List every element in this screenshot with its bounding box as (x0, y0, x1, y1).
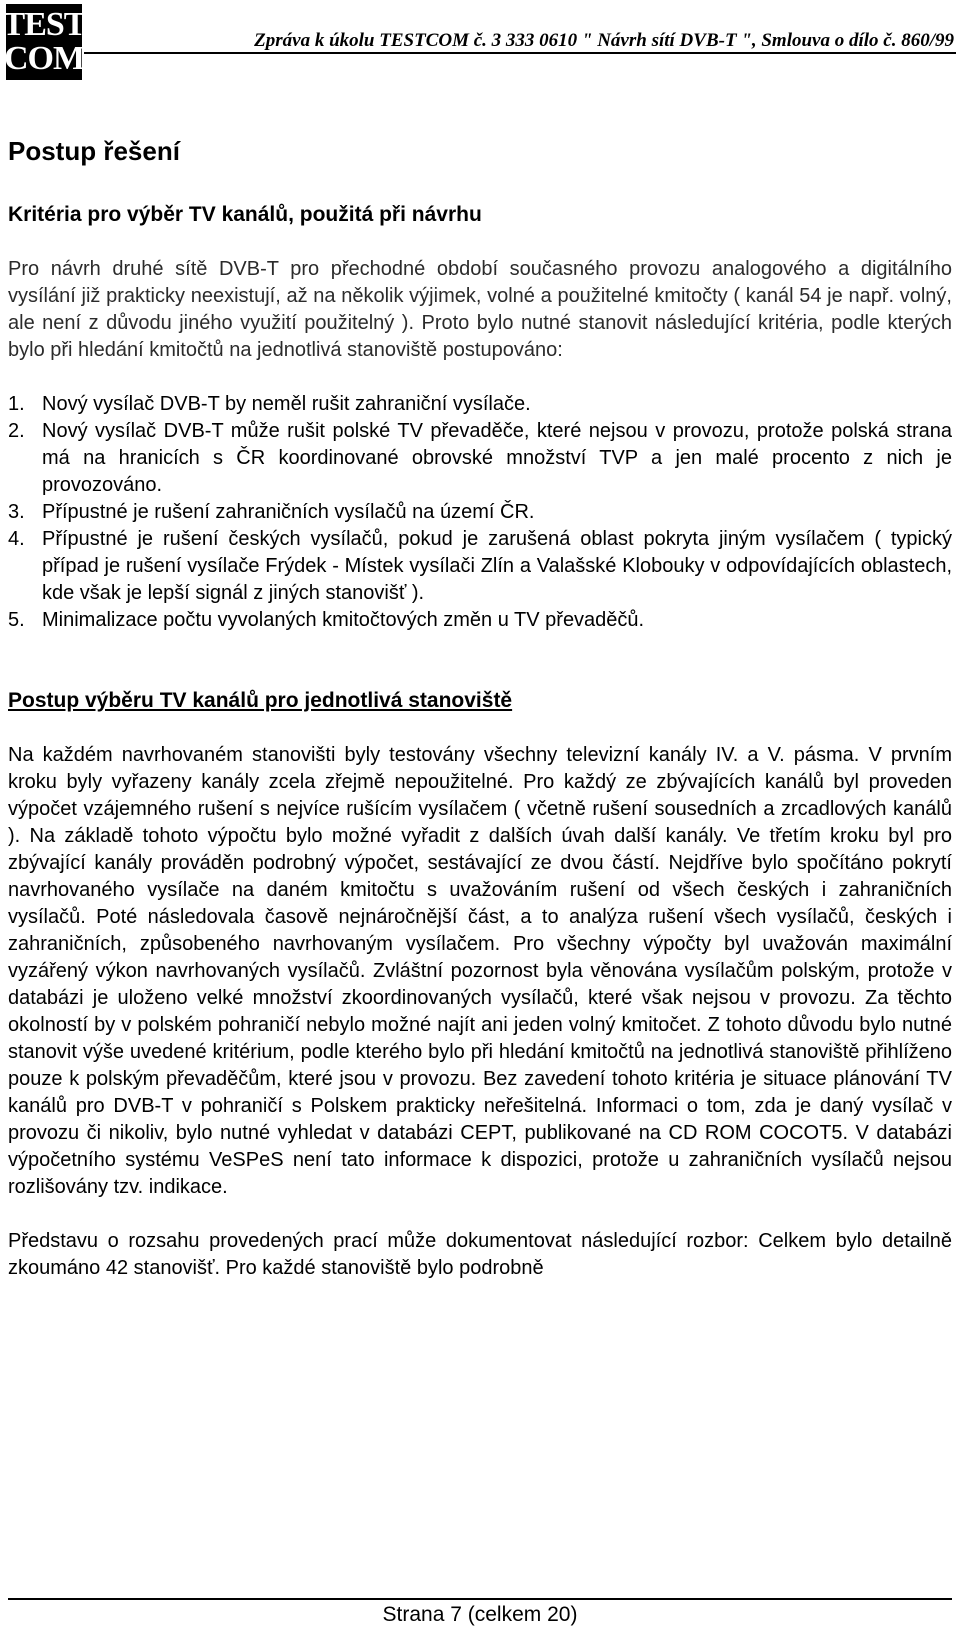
logo-line-1: TEST (2, 6, 86, 43)
list-item-number: 3. (8, 501, 25, 523)
page-content (8, 136, 952, 1282)
selection-paragraph-1: Na každém navrhovaném stanovišti byly testovány všechny televizní kanály IV. a V. pásma. V prvním kroku byly vyřazeny kanály zcela zřejmě nepoužitelné. Pro každý ze zbývajících kanálů byl proveden výpočet vzájemného rušení s nejvíce rušícím vysílačem ( včetně rušení sousedních a zrcadlových kanálů ). Na základě tohoto výpočtu bylo možné vyřadit z dalších úvah další kanály. Ve třetím kroku byl pro zbývající kanály prováděn podrobný výpočet, sestávající ze dvou částí. Nejdříve bylo spočítáno pokrytí navrhovaného vysílače na daném kmitočtu s uvažováním rušení od všech českých i zahraničních vysílačů. Poté následovala časově nejnáročnější část, a to analýza rušení všech vysílačů, českých i zahraničních, způsobeného navrhovaným vysílačem. Pro všechny výpočty byl uvažován maximální vyzářený výkon navrhovaných vysílačů. Zvláštní pozornost byla věnována vysílačům polským, protože v databázi je uloženo velké množství zkoordinovaných vysílačů, které však nejsou v provozu. Za těchto okolností by v polském pohraničí nebylo možné najít ani jeden volný kmitočet. Z tohoto důvodu bylo nutné stanovit výše uvedené kritérium, podle kterého bylo při hledání kmitočtů na jednotlivá stanoviště přihlíženo pouze k polským převaděčům, které jsou v provozu. Bez zavedení tohoto kritéria je situace plánování TV kanálů pro DVB-T v pohraničí s Polskem prakticky neřešitelná. Informaci o tom, zda je daný vysílač v provozu či nikoliv, bylo nutné vyhledat v databázi CEPT, publikované na CD ROM COCOT5. V databázi výpočetního systému VeSPeS není tato informace k dispozici, protože u zahraničních vysílačů nejsou rozlišovány tzv. indikace. (8, 744, 952, 1198)
page-number: Strana 7 (celkem 20) (382, 1603, 578, 1626)
list-item-text: Nový vysílač DVB-T může rušit polské TV převaděče, které nejsou v provozu, protože polská strana má na hranicích s ČR koordinované obrovské množství TVP a jen malé procento z nich je provozováno. (42, 420, 952, 496)
selection-heading: Postup výběru TV kanálů pro jednotlivá stanoviště (8, 689, 513, 712)
criteria-list (8, 391, 952, 634)
selection-paragraph-2: Představu o rozsahu provedených prací může dokumentovat následující rozbor: Celkem bylo detailně zkoumáno 42 stanovišť. Pro každé stanoviště bylo podrobně (8, 1230, 952, 1279)
intro-paragraph: Pro návrh druhé sítě DVB-T pro přechodné období současného provozu analogového a digitálního vysílání již prakticky neexistují, až na několik výjimek, volné a použitelné kmitočty ( kanál 54 je např. volný, ale není z důvodu jiného využití použitelný ). Proto bylo nutné stanovit následující kritéria, podle kterých bylo při hledání kmitočtů na jednotlivá stanoviště postupováno: (8, 258, 952, 361)
list-item (8, 391, 952, 418)
report-header-title: Zpráva k úkolu TESTCOM č. 3 333 0610 " Návrh sítí DVB-T ", Smlouva o dílo č. 860/99 (254, 30, 954, 51)
list-item-text: Přípustné je rušení českých vysílačů, pokud je zarušená oblast pokryta jiným vysílačem ( typický případ je rušení vysílače Frýdek - Místek vysílači Zlín a Valašské Klobouky v odpovídajících oblastech, kde však je lepší signál z jiných stanovišť ). (42, 528, 952, 604)
list-item-text: Přípustné je rušení zahraničních vysílačů na území ČR. (42, 501, 535, 523)
list-item-text: Nový vysílač DVB-T by neměl rušit zahraniční vysílače. (42, 393, 531, 415)
header-divider (84, 52, 956, 54)
list-item-number: 4. (8, 528, 25, 550)
section-title: Postup řešení (8, 136, 180, 166)
list-item-number: 1. (8, 393, 25, 415)
list-item-number: 2. (8, 420, 25, 442)
testcom-logo (2, 4, 86, 80)
list-item-text: Minimalizace počtu vyvolaných kmitočtových změn u TV převaděčů. (42, 609, 645, 631)
footer-divider (8, 1598, 952, 1600)
list-item (8, 499, 952, 526)
list-item (8, 418, 952, 499)
list-item-number: 5. (8, 609, 25, 631)
list-item (8, 526, 952, 607)
list-item (8, 607, 952, 634)
criteria-heading: Kritéria pro výběr TV kanálů, použitá při návrhu (8, 203, 482, 226)
logo-line-2: COM (3, 40, 85, 77)
